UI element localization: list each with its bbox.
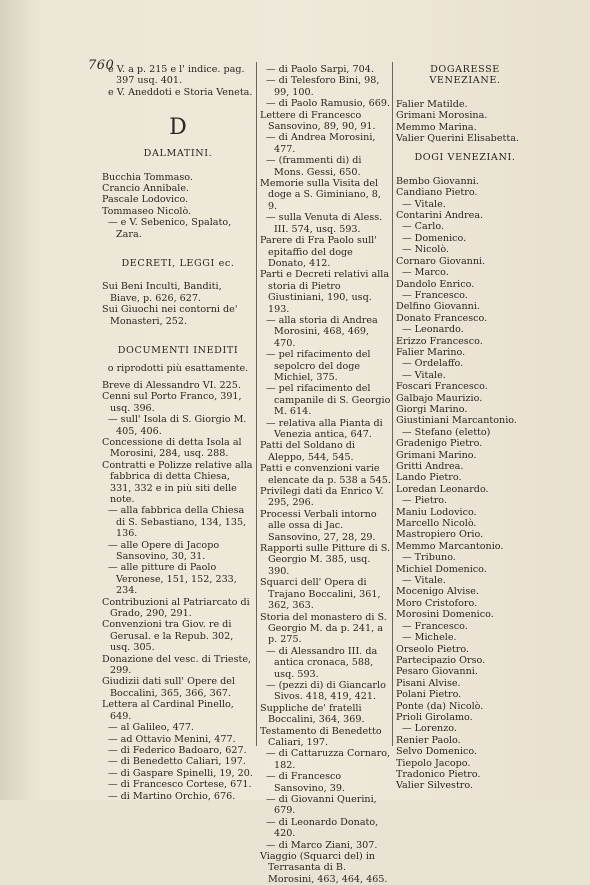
index-entry: Mocenigo Alvise. (396, 586, 479, 598)
index-entry: Cornaro Giovanni. (396, 255, 486, 267)
column-left (102, 64, 254, 802)
index-entry: — (frammenti di) di Mons. Gessi, 650. (266, 155, 362, 178)
index-entry: — alla storia di Andrea Morosini, 468, 469, 470. (266, 314, 378, 349)
index-entry: — Francesco. (402, 289, 468, 301)
index-entry: — di Paolo Ramusio, 669. (266, 98, 390, 110)
index-entry: Viaggio (Squarci del) in Terrasanta di B. Morosini, 463, 464, 465. (260, 851, 388, 885)
column-right (396, 64, 534, 792)
index-entry: Parti e Decreti relativi alla storia di Pietro Giustiniani, 190, usq. 193. (260, 269, 390, 315)
index-entry: — di Giovanni Querini, 679. (266, 794, 377, 817)
index-entry: Donato Francesco. (396, 312, 488, 324)
index-entry: e V. Aneddoti e Storia Veneta. (108, 86, 253, 98)
index-entry: Breve di Alessandro VI. 225. (102, 379, 241, 391)
index-entry: Galbajo Maurizio. (396, 392, 483, 404)
index-entry: — di Telesforo Bini, 98, 99, 100. (266, 75, 380, 98)
index-entry: Tommaseo Nicolò. (102, 205, 192, 217)
index-entry: — di Paolo Sarpi, 704. (266, 64, 374, 75)
index-entry: — Ordelaffo. (402, 358, 464, 370)
index-entry: Contarini Andrea. (396, 210, 484, 222)
index-entry: Delfino Giovanni. (396, 301, 480, 313)
documenti-list-continued (260, 64, 392, 885)
index-entry: — (pezzi di) di Giancarlo Sivos. 418, 419, 421. (266, 679, 386, 703)
dogi-list (396, 176, 534, 792)
index-entry: Sui Beni Inculti, Banditi, Biave, p. 626, 627. (102, 281, 222, 304)
index-entry: Michiel Domenico. (396, 563, 487, 575)
section-heading: DOCUMENTI INEDITI (117, 345, 239, 357)
index-entry: — Michele. (402, 632, 457, 644)
index-entry: Tiepolo Jacopo. (396, 757, 471, 769)
index-entry: — alle pitture di Paolo Veronese, 151, 152, 233, 234. (108, 562, 237, 597)
index-entry: — alle Opere di Jacopo Sansovino, 30, 31. (108, 539, 220, 562)
index-entry: — alla fabbrica della Chiesa di S. Sebastiano, 134, 135, 136. (108, 505, 247, 540)
index-entry: Falier Matilde. (396, 98, 468, 110)
index-entry: — di Martino Orchio, 676. (108, 790, 236, 802)
index-entry: Ponte (da) Nicolò. (396, 700, 484, 712)
index-entry: — di Marco Ziani, 307. (266, 839, 378, 851)
index-entry: — di Benedetto Caliari, 197. (108, 756, 246, 768)
index-entry: Contratti e Polizze relative alla fabbrica di detta Chiesa, 331, 332 e in più siti delle note. (102, 459, 253, 505)
index-entry: Prioli Girolamo. (396, 711, 473, 723)
index-entry: — di Andrea Morosini, 477. (266, 132, 376, 155)
index-entry: Pesaro Giovanni. (396, 666, 478, 678)
decreti-list (102, 281, 254, 327)
index-entry: — pel rifacimento del sepolcro del doge Michiel, 375. (266, 349, 371, 383)
index-entry: — di Francesco Cortese, 671. (108, 779, 252, 791)
column-divider (392, 62, 393, 746)
index-entry: Cenni sul Porto Franco, 391, usq. 396. (102, 391, 242, 414)
index-entry: — Domenico. (402, 232, 467, 244)
index-entry: Morosini Domenico. (396, 609, 494, 621)
index-entry: — sull' Isola di S. Giorgio M. 405, 406. (108, 414, 247, 437)
index-entry: Valier Querini Elisabetta. (396, 133, 519, 145)
index-entry: — di Gaspare Spinelli, 19, 20. (108, 767, 253, 779)
index-entry: Rapporti sulle Pitture di S. Georgio M. 385, usq. 390. (260, 543, 391, 577)
index-entry: Privilegi dati da Enrico V. 295, 296. (260, 486, 384, 509)
index-entry: Maniu Lodovico. (396, 506, 477, 518)
index-entry: Lettera al Cardinal Pinello, 649. (102, 699, 234, 722)
index-entry: Giudizii dati sull' Opere del Boccalini, 365, 366, 367. (102, 676, 236, 699)
index-entry: — di Federico Badoaro, 627. (108, 744, 247, 756)
index-entry: — di Alessandro III. da antica cronaca, 588, usq. 593. (266, 645, 378, 680)
index-entry: Memmo Marcantonio. (396, 540, 504, 552)
index-entry: Donazione del vesc. di Trieste, 299. (102, 653, 252, 677)
index-entry: Gradenigo Pietro. (396, 438, 483, 450)
column-divider (256, 62, 257, 746)
index-entry: Grimani Marino. (396, 449, 477, 461)
section-subheading: o riprodotti più esattamente. (107, 362, 249, 374)
index-entry: — di Francesco Sansovino, 39. (266, 771, 345, 794)
section-heading: DECRETI, LEGGI ec. (121, 258, 235, 270)
index-entry: — sulla Venuta di Aless. III. 574, usq. 593. (266, 212, 383, 235)
index-entry: — pel rifacimento del campanile di S. Georgio M. 614. (266, 383, 391, 418)
index-entry: Patti del Soldano di Aleppo, 544, 545. (260, 440, 356, 463)
index-entry: Concessione di detta Isola al Morosini, 284, usq. 288. (102, 436, 242, 460)
index-entry: — al Galileo, 477. (108, 722, 194, 734)
index-entry: — Francesco. (402, 620, 468, 632)
index-entry: Tradonico Pietro. (396, 768, 481, 780)
index-entry: — ad Ottavio Menini, 477. (108, 733, 236, 745)
index-entry: — Carlo. (402, 221, 445, 233)
index-entry: Candiano Pietro. (396, 187, 478, 199)
index-entry: Bucchia Tommaso. (102, 171, 193, 183)
index-entry: Sui Giuochi nei contorni de' Monasteri, 252. (102, 304, 238, 327)
index-entry: Marcello Nicolò. (396, 518, 477, 530)
index-entry: — Nicolò. (402, 244, 449, 256)
index-entry: e V. a p. 215 e l' indice. pag. 397 usq. 401. (108, 64, 245, 87)
index-entry: Dandolo Enrico. (396, 278, 475, 290)
index-entry: Selvo Domenico. (396, 746, 478, 758)
index-entry: — Vitale. (402, 575, 446, 587)
index-entry: — Tribuno. (402, 552, 456, 564)
index-entry: Orseolo Pietro. (396, 643, 470, 655)
index-entry: Falier Marino. (396, 346, 466, 358)
index-entry: Processi Verbali intorno alle ossa di Jac. Sansovino, 27, 28, 29. (260, 508, 377, 543)
page-number: 760 (88, 58, 115, 73)
index-entry: Memmo Marina. (396, 121, 477, 133)
index-entry: Grimani Morosina. (396, 110, 488, 122)
index-entry: Pascale Lodovico. (102, 194, 189, 206)
index-entry: Testamento di Benedetto Caliari, 197. (260, 725, 382, 748)
index-entry: Bembo Giovanni. (396, 175, 479, 187)
index-entry: Gritti Andrea. (396, 461, 464, 472)
index-entry: Parere di Fra Paolo sull' epitaffio del doge Donato, 412. (260, 235, 377, 269)
index-entry: Giustiniani Marcantonio. (396, 415, 517, 427)
section-letter: D (169, 115, 187, 141)
index-entry: — Leonardo. (402, 324, 464, 336)
index-entry: Patti e convenzioni varie elencate da p. 538 a 545. (260, 463, 391, 486)
index-entry: — Vitale. (402, 369, 446, 381)
section-heading: DALMATINI. (143, 148, 213, 160)
index-entry: — Marco. (402, 267, 449, 279)
dalmatini-list (102, 172, 254, 240)
index-entry: Convenzioni tra Giov. re di Gerusal. e la Repub. 302, usq. 305. (102, 619, 234, 654)
index-entry: — di Leonardo Donato, 420. (266, 816, 379, 840)
index-entry: — relativa alla Pianta di Venezia antica, 647. (266, 417, 383, 440)
index-entry: Polani Pietro. (396, 689, 462, 701)
index-entry: Pisani Alvise. (396, 677, 461, 689)
index-entry: Valier Silvestro. (396, 780, 474, 792)
index-entry: — di Cattaruzza Cornaro, 182. (266, 748, 391, 771)
index-entry: Memorie sulla Visita del doge a S. Giminiano, 8, 9. (260, 178, 381, 212)
index-entry: Squarci dell' Opera di Trajano Boccalini, 361, 362, 363. (260, 577, 381, 612)
index-entry: Suppliche de' fratelli Boccalini, 364, 369. (260, 702, 365, 726)
index-entry: Storia del monastero di S. Georgio M. da p. 241, a p. 275. (260, 611, 387, 646)
index-entry: Loredan Leonardo. (396, 483, 489, 495)
section-heading: DOGI VENEZIANI. (414, 152, 516, 164)
index-entry: Partecipazio Orso. (396, 654, 486, 666)
column-middle (260, 64, 392, 885)
index-entry: Crancio Annibale. (102, 183, 190, 195)
index-entry: Foscari Francesco. (396, 381, 488, 393)
index-entry: — Lorenzo. (402, 723, 457, 735)
documenti-list (102, 380, 254, 802)
dogaresse-list (396, 99, 534, 145)
index-entry: Moro Cristoforo. (396, 597, 478, 609)
index-entry: Lettere di Francesco Sansovino, 89, 90, 91. (260, 109, 376, 133)
index-entry: Giorgi Marino. (396, 403, 468, 415)
index-entry: Lando Pietro. (396, 472, 462, 484)
index-entry: Contribuzioni al Patriarcato di Grado, 290, 291. (102, 596, 250, 620)
index-entry: — e V. Sebenico, Spalato, Zara. (108, 217, 232, 240)
index-entry: Erizzo Francesco. (396, 335, 483, 347)
index-entry: — Vitale. (402, 198, 446, 210)
section-heading: DOGARESSE VENEZIANE. (429, 64, 501, 87)
index-entry: Mastropiero Orio. (396, 529, 484, 541)
index-entry: — Stefano (eletto) (402, 426, 491, 438)
index-entry: Renier Paolo. (396, 734, 461, 746)
index-entry: — Pietro. (402, 495, 447, 507)
